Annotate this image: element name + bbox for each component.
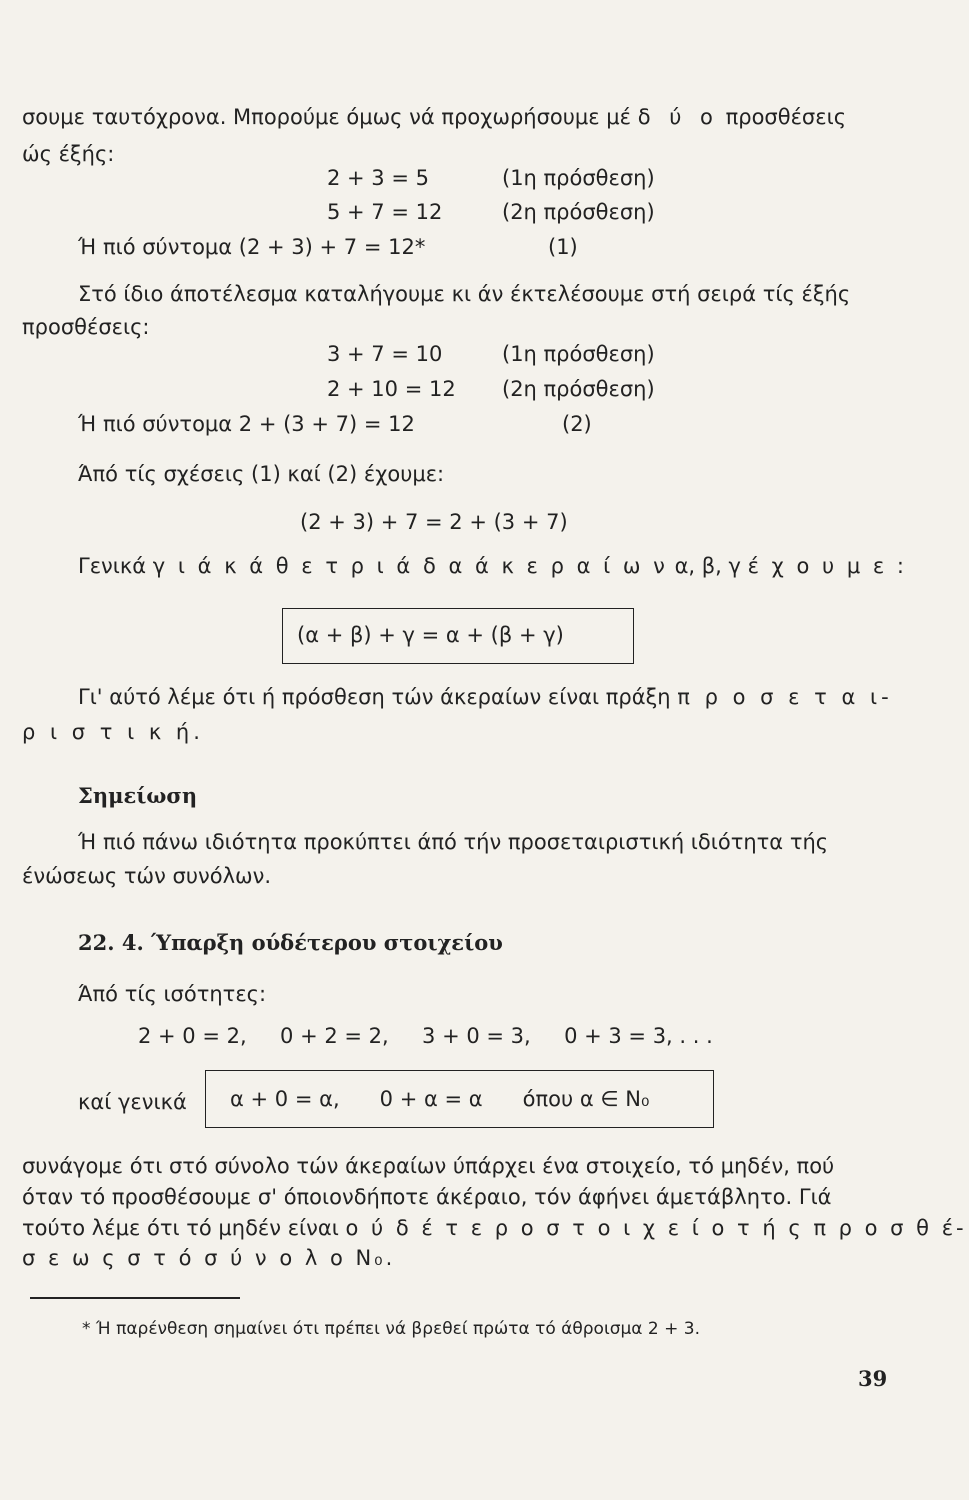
equation: 5 + 7 = 12 bbox=[327, 200, 443, 224]
text-line: ώς έξής: bbox=[22, 142, 115, 166]
text-line bbox=[22, 103, 846, 131]
equation: Ή πιό σύντομα (2 + 3) + 7 = 12* bbox=[78, 235, 426, 259]
text-segment: Γι' αύτό λέμε ότι ή πρόσθεση τών άκεραίων είναι πράξη bbox=[78, 685, 671, 709]
equation-label: (1η πρόσθεση) bbox=[502, 342, 655, 366]
equation: 2 + 3 = 5 bbox=[327, 166, 429, 190]
spaced-emphasis: έ χ ο υ μ ε : bbox=[747, 554, 907, 578]
identity-law: α + 0 = α, 0 + α = α όπου α ∈ N₀ bbox=[230, 1087, 650, 1111]
spaced-emphasis: γ ι ά κ ά θ ε τ ρ ι ά δ α ά κ ε ρ α ί ω ν bbox=[152, 554, 668, 578]
text-line: προσθέσεις: bbox=[22, 315, 150, 339]
text-line: ρ ι σ τ ι κ ή. bbox=[22, 720, 204, 744]
equation-label: (1) bbox=[548, 235, 578, 259]
text-line: Στό ίδιο άποτέλεσμα καταλήγουμε κι άν έκτελέσουμε στή σειρά τίς έξής bbox=[78, 282, 851, 306]
page-number: 39 bbox=[858, 1366, 888, 1391]
text-line: συνάγομε ότι στό σύνολο τών άκεραίων ύπάρχει ένα στοιχείο, τό μηδέν, πού bbox=[22, 1154, 835, 1178]
text-line bbox=[78, 683, 893, 711]
text-line: Άπό τίς ισότητες: bbox=[78, 982, 267, 1006]
spaced-emphasis: δ ύ ο bbox=[637, 105, 719, 129]
equation: Ή πιό σύντομα 2 + (3 + 7) = 12 bbox=[78, 412, 415, 436]
text-line: όταν τό προσθέσουμε σ' όποιονδήποτε άκέραιο, τόν άφήνει άμετάβλητο. Γιά bbox=[22, 1185, 832, 1209]
text-line bbox=[78, 552, 907, 580]
spaced-emphasis: π ρ ο σ ε τ α ι- bbox=[677, 685, 893, 709]
note-heading: Σημείωση bbox=[78, 783, 198, 808]
identity-box bbox=[205, 1070, 714, 1128]
text-line: Άπό τίς σχέσεις (1) καί (2) έχουμε: bbox=[78, 462, 445, 486]
equation-label: (2η πρόσθεση) bbox=[502, 377, 655, 401]
text-line: καί γενικά bbox=[78, 1090, 187, 1114]
equation-label: (2η πρόσθεση) bbox=[502, 200, 655, 224]
text-segment: σουμε ταυτόχρονα. Μπορούμε όμως νά προχωρήσουμε μέ bbox=[22, 105, 632, 129]
equation: 3 + 7 = 10 bbox=[327, 342, 443, 366]
spaced-emphasis: ο ύ δ έ τ ε ρ ο σ τ ο ι χ ε ί ο τ ή ς π ρ ο σ θ έ- bbox=[345, 1216, 967, 1240]
text-segment: α, β, γ bbox=[674, 554, 741, 578]
equation: (2 + 3) + 7 = 2 + (3 + 7) bbox=[300, 510, 568, 534]
footnote: * Ή παρένθεση σημαίνει ότι πρέπει νά βρεθεί πρώτα τό άθροισμα 2 + 3. bbox=[82, 1319, 700, 1339]
section-heading: 22. 4. Ύπαρξη ούδέτερου στοιχείου bbox=[78, 930, 503, 955]
associative-law-box bbox=[282, 608, 634, 664]
associative-law: (α + β) + γ = α + (β + γ) bbox=[297, 623, 564, 647]
text-line bbox=[22, 1214, 967, 1242]
text-line: σ ε ω ς σ τ ό σ ύ ν ο λ ο N₀. bbox=[22, 1246, 396, 1270]
text-segment: Γενικά bbox=[78, 554, 147, 578]
text-segment: τούτο λέμε ότι τό μηδέν είναι bbox=[22, 1216, 339, 1240]
text-line: ένώσεως τών συνόλων. bbox=[22, 864, 272, 888]
equation-label: (1η πρόσθεση) bbox=[502, 166, 655, 190]
footnote-divider bbox=[30, 1297, 240, 1299]
equation: 2 + 0 = 2, 0 + 2 = 2, 3 + 0 = 3, 0 + 3 = 3, . . . bbox=[138, 1024, 713, 1048]
text-line: Ή πιό πάνω ιδιότητα προκύπτει άπό τήν προσεταιριστική ιδιότητα τής bbox=[78, 830, 829, 854]
equation: 2 + 10 = 12 bbox=[327, 377, 456, 401]
equation-label: (2) bbox=[562, 412, 592, 436]
text-segment: προσθέσεις bbox=[725, 105, 847, 129]
